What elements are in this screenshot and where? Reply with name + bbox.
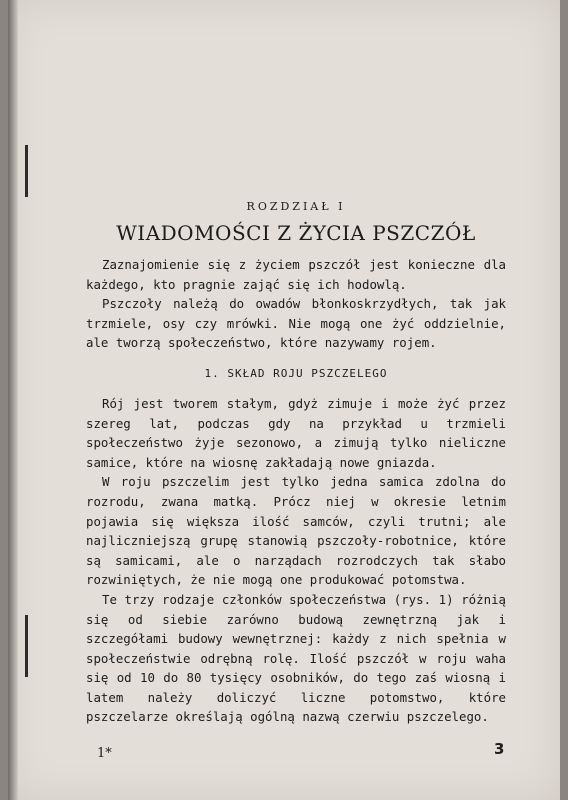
binding-mark-bottom bbox=[25, 615, 28, 677]
chapter-title: WIADOMOŚCI Z ŻYCIA PSZCZÓŁ bbox=[116, 221, 476, 245]
page-spine bbox=[8, 0, 18, 800]
page-content bbox=[86, 200, 506, 727]
section-title: 1. SKŁAD ROJU PSZCZELEGO bbox=[204, 366, 388, 380]
chapter-label: ROZDZIAŁ I bbox=[246, 200, 346, 213]
binding-mark-top bbox=[25, 145, 28, 197]
section-paragraph: Rój jest tworem stałym, gdyż zimuje i może żyć przez szereg lat, podczas gdy na przykład u trzmieli społeczeństwo żyje sezonowo, a zimują tylko nieliczne samice, które na wiosnę zakładają nowe gniazda. bbox=[86, 395, 506, 470]
book-page bbox=[8, 0, 560, 800]
section-paragraph: W roju pszczelim jest tylko jedna samica zdolna do rozrodu, zwana matką. Prócz niej w okresie letnim pojawia się większa ilość samców, czyli trutni; ale najliczniejszą grupę stanowią pszczoły-robotnice, które są samicami, ale o narządach rozrodczych tak słabo rozwiniętych, że nie mogą one produkować potomstwa. bbox=[86, 474, 506, 588]
intro-paragraph: Pszczoły należą do owadów błonkoskrzydłych, tak jak trzmiele, osy czy mrówki. Nie mogą one żyć oddzielnie, ale tworzą społeczeństwo, które nazywamy rojem. bbox=[86, 296, 506, 351]
intro-paragraph: Zaznajomienie się z życiem pszczół jest konieczne dla każdego, kto pragnie zająć się ich hodowlą. bbox=[86, 257, 506, 292]
signature-mark: 1* bbox=[97, 746, 112, 761]
section-paragraph: Te trzy rodzaje członków społeczeństwa (rys. 1) różnią się od siebie zarówno budową zewnętrzną jak i szczegółami budowy wewnętrznej: każdy z nich spełnia w społeczeństwie odrębną rolę. Ilość pszczół w roju waha się od 10 do 80 tysięcy osobników, do tego zaś wiosną i latem należy doliczyć liczne potomstwo, które pszczelarze określają ogólną nazwą czerwiu pszczelego. bbox=[86, 591, 506, 725]
page-number: 3 bbox=[494, 740, 505, 758]
